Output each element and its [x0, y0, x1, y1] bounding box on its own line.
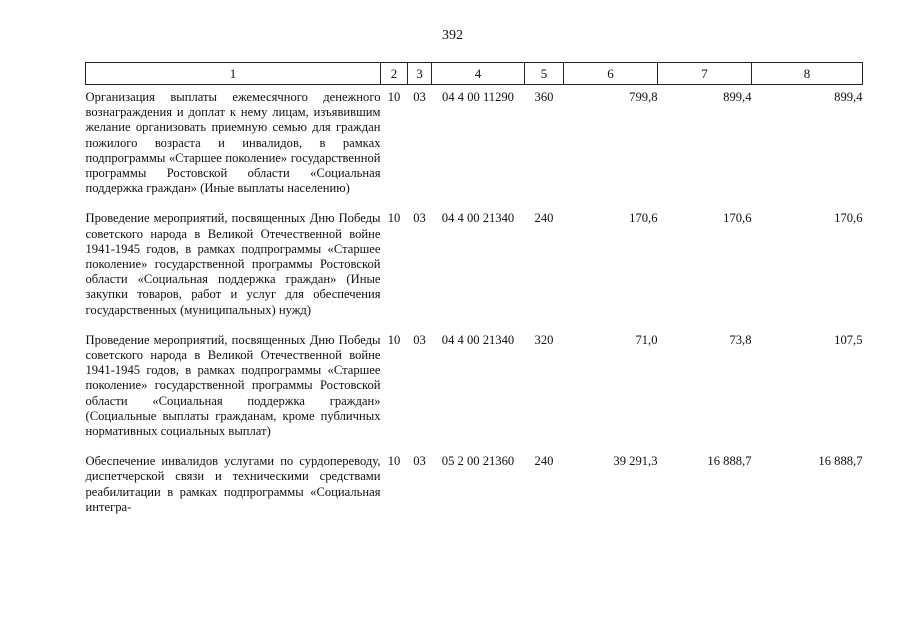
cell-target-code: 04 4 00 21340	[441, 332, 515, 347]
column-header: 8	[752, 63, 863, 85]
cell-section: 10	[387, 211, 401, 226]
cell-subsection: 03	[413, 454, 426, 469]
cell-subsection: 03	[413, 332, 426, 347]
cell-expense-type: 240	[534, 454, 554, 469]
cell-expense-type: 240	[534, 211, 554, 226]
row-description: Проведение мероприятий, посвященных Дню Победы советского народа в Великой Отечественной войне 1941-1945 годов, в рамках подпрограммы «Старшее поколение» государственной программы Ростовской области «Социальная поддержка граждан» (Иные закупки товаров, работ и услуг для обеспечения государственных (муниципальных) нужд)	[85, 211, 381, 317]
column-header: 5	[525, 63, 564, 85]
cell-amount-2: 899,4	[723, 90, 752, 104]
column-header: 2	[381, 63, 408, 85]
table-row	[86, 330, 863, 451]
cell-amount-2: 16 888,7	[707, 454, 752, 469]
budget-table	[85, 62, 863, 527]
column-header: 1	[86, 63, 381, 85]
table-row	[86, 85, 863, 209]
column-header: 6	[564, 63, 658, 85]
cell-section: 10	[387, 332, 401, 347]
row-description: Обеспечение инвалидов услугами по сурдопереводу, диспетчерской связи и техническими средствами реабилитации в рамках подпрограммы «Социальная интегра-	[85, 454, 381, 514]
cell-amount-3: 170,6	[834, 211, 863, 226]
header-row	[86, 63, 863, 85]
cell-section: 10	[387, 454, 401, 469]
column-header: 3	[408, 63, 432, 85]
cell-amount-3: 107,5	[834, 332, 863, 347]
column-header: 4	[432, 63, 525, 85]
cell-section: 10	[387, 90, 401, 104]
cell-expense-type: 320	[534, 332, 554, 347]
page-number: 392	[442, 28, 463, 43]
cell-amount-1: 39 291,3	[613, 454, 658, 469]
cell-amount-1: 799,8	[629, 90, 658, 104]
table-row	[86, 451, 863, 527]
cell-amount-3: 16 888,7	[818, 454, 863, 469]
cell-expense-type: 360	[534, 90, 554, 104]
row-description: Проведение мероприятий, посвященных Дню Победы советского народа в Великой Отечественной войне 1941-1945 годов, в рамках подпрограммы «Старшее поколение» государственной программы Ростовской области «Социальная поддержка граждан» (Социальные выплаты гражданам, кроме публичных нормативных социальных выплат)	[85, 332, 381, 439]
cell-amount-2: 170,6	[723, 211, 752, 226]
cell-subsection: 03	[413, 90, 426, 104]
cell-amount-3: 899,4	[834, 90, 863, 104]
column-header: 7	[658, 63, 752, 85]
cell-target-code: 04 4 00 11290	[442, 90, 514, 104]
cell-target-code: 04 4 00 21340	[441, 211, 515, 226]
cell-subsection: 03	[413, 211, 426, 226]
table-row	[86, 208, 863, 329]
cell-target-code: 05 2 00 21360	[441, 454, 515, 469]
row-description: Организация выплаты ежемесячного денежного вознаграждения и доплат к нему лицам, изъявившим желание организовать приемную семью для граждан пожилого возраста и инвалидов, в рамках подпрограммы «Старшее поколение» государственной программы Ростовской области «Социальная поддержка граждан» (Иные выплаты населению)	[85, 90, 381, 196]
cell-amount-1: 170,6	[629, 211, 658, 226]
cell-amount-1: 71,0	[635, 332, 658, 347]
cell-amount-2: 73,8	[729, 332, 752, 347]
